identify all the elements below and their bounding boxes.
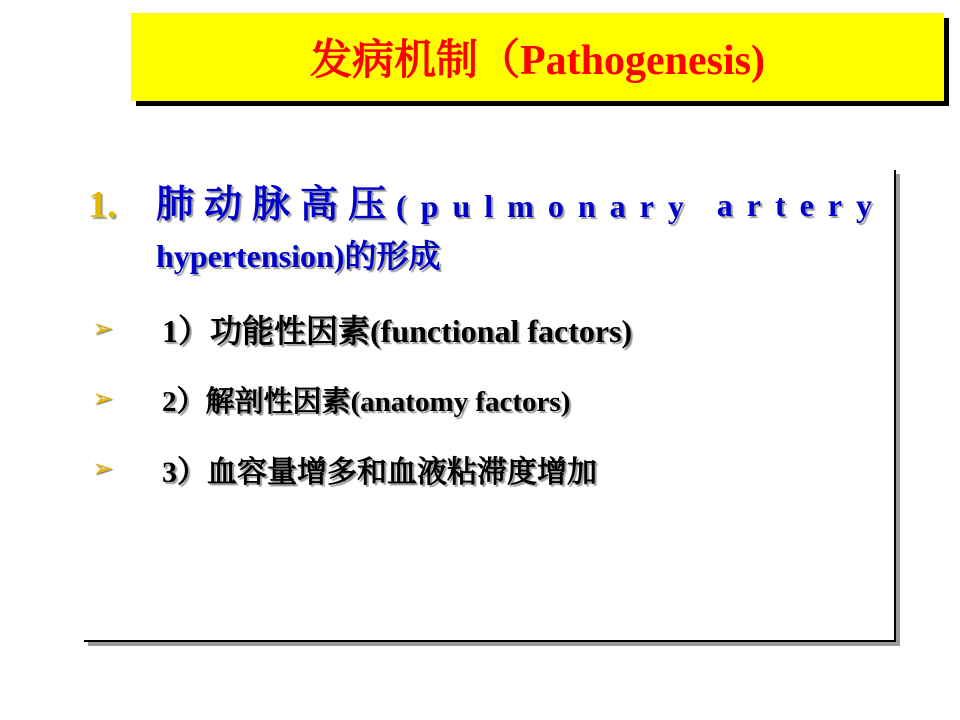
heading-word-2: artery (716, 187, 886, 223)
bullet-list (88, 305, 888, 493)
heading-number: 1. (88, 184, 117, 226)
list-item-text: 3）血容量增多和血液粘滞度增加 (162, 456, 597, 489)
slide-title: 发病机制（Pathogenesis) (310, 38, 765, 84)
heading-line-1 (156, 180, 886, 231)
arrow-bullet-icon: ➢ (92, 454, 114, 484)
arrow-bullet-icon: ➢ (92, 314, 114, 344)
heading-paren: ( (396, 188, 421, 224)
list-item-text: 2）解剖性因素(anatomy factors) (162, 385, 571, 418)
section-heading (88, 180, 888, 281)
list-item (88, 445, 888, 493)
list-item (88, 375, 888, 423)
slide-content (88, 180, 888, 515)
heading-line-1-lead (156, 180, 698, 231)
heading-text (156, 180, 886, 281)
title-banner (131, 13, 944, 101)
heading-cn-term: 肺动脉高压 (156, 184, 397, 226)
heading-word-1: pulmonary (420, 188, 698, 224)
list-item-text: 1）功能性因素(functional factors) (162, 313, 633, 349)
arrow-bullet-icon: ➢ (92, 384, 114, 414)
heading-line-2: hypertension)的形成 (156, 238, 441, 274)
list-item (88, 305, 888, 353)
